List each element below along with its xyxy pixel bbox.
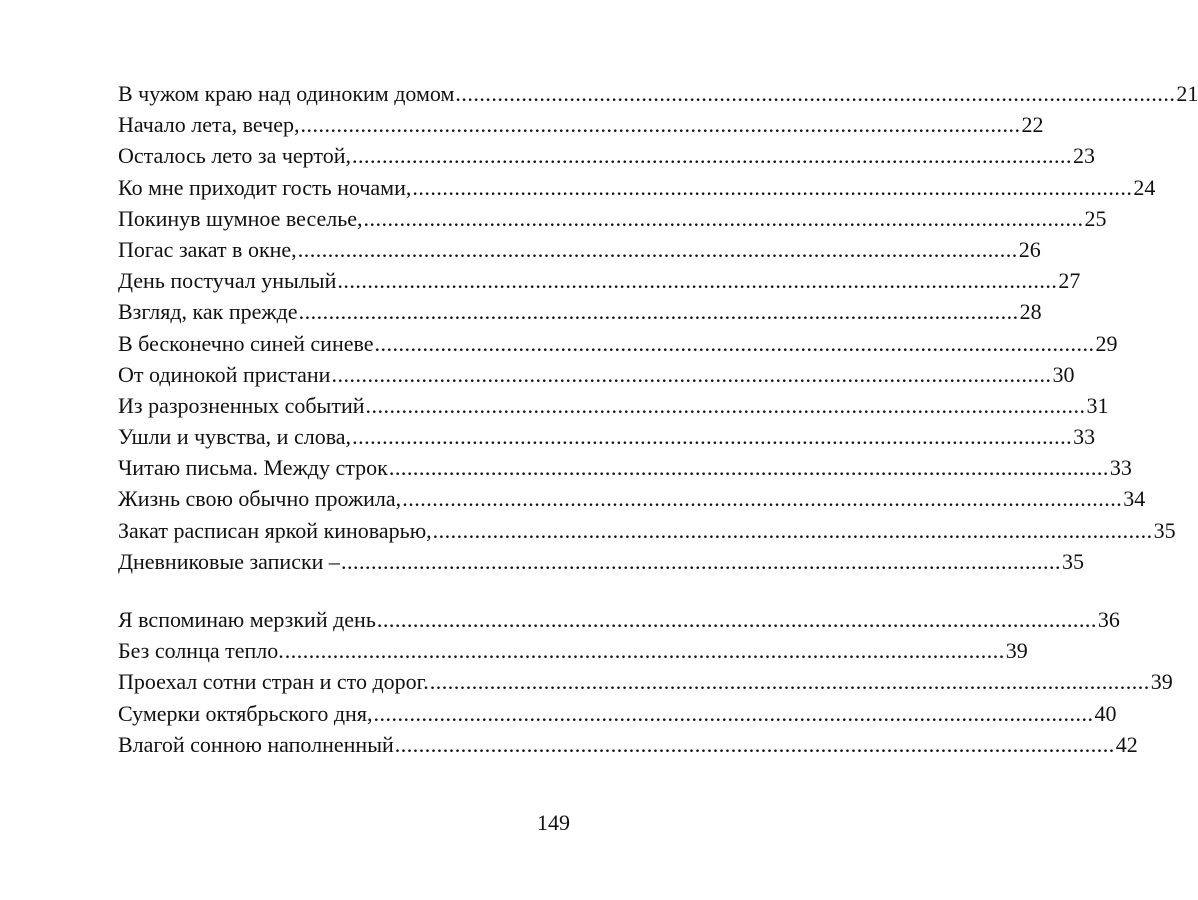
toc-entry-page: 36 bbox=[1097, 607, 1120, 632]
toc-entry-title: Покинув шумное веселье, bbox=[118, 205, 363, 231]
toc-entry-title: Сумерки октябрьского дня, bbox=[118, 700, 373, 726]
dot-leader: ........................................................................................................................ bbox=[331, 361, 1052, 387]
dot-leader: ........................................................................................................................ bbox=[373, 700, 1094, 726]
toc-entry-title: Осталось лето за чертой, bbox=[118, 143, 351, 169]
dot-leader: ........................................................................................................................ bbox=[432, 517, 1153, 543]
toc-entry bbox=[118, 666, 1173, 697]
toc-entry-title: Читаю письма. Между строк bbox=[118, 455, 388, 481]
toc-entry-title: Без солнца тепло. bbox=[118, 638, 284, 664]
dot-leader: ........................................................................................................................ bbox=[376, 607, 1097, 632]
dot-leader: ........................................................................................................................ bbox=[351, 143, 1072, 169]
toc-entry bbox=[118, 172, 1156, 203]
toc-entry-title: Жизнь свою обычно прожила, bbox=[118, 486, 402, 512]
dot-leader: ........................................................................................................................ bbox=[402, 486, 1123, 512]
toc-entry-title: В бесконечно синей синеве bbox=[118, 330, 374, 356]
toc-entry-page: 29 bbox=[1095, 330, 1118, 356]
toc-entry-title: От одинокой пристани bbox=[118, 361, 331, 387]
toc-entry-page: 22 bbox=[1021, 112, 1044, 138]
toc-entry-page: 39 bbox=[1150, 669, 1173, 695]
toc-entry-title: Ушли и чувства, и слова, bbox=[118, 424, 352, 450]
toc-entry-title: Проехал сотни стран и сто дорог. bbox=[118, 669, 429, 695]
toc-entry bbox=[118, 109, 1044, 140]
toc-entry bbox=[118, 421, 1096, 452]
toc-entry-page: 24 bbox=[1133, 174, 1156, 200]
toc-entry bbox=[118, 483, 1146, 514]
table-of-contents bbox=[118, 78, 1198, 760]
dot-leader: ........................................................................................................................ bbox=[337, 268, 1058, 294]
toc-entry-page: 35 bbox=[1153, 517, 1176, 543]
toc-entry bbox=[118, 328, 1118, 359]
toc-entry-page: 34 bbox=[1123, 486, 1146, 512]
toc-entry bbox=[118, 203, 1107, 234]
toc-entry-page: 30 bbox=[1052, 361, 1075, 387]
dot-leader: ........................................................................................................................ bbox=[412, 174, 1133, 200]
toc-entry-page: 28 bbox=[1019, 299, 1042, 325]
page-number: 149 bbox=[537, 810, 570, 835]
dot-leader: ........................................................................................................................ bbox=[340, 548, 1061, 574]
toc-group-1 bbox=[118, 78, 1198, 577]
toc-entry bbox=[118, 635, 1028, 666]
toc-entry-page: 42 bbox=[1115, 731, 1138, 757]
toc-entry-title: В чужом краю над одиноким домом bbox=[118, 81, 455, 106]
toc-entry-title: Ко мне приходит гость ночами, bbox=[118, 174, 412, 200]
toc-entry-title: Взгляд, как прежде bbox=[118, 299, 298, 325]
toc-entry-title: Я вспоминаю мерзкий день bbox=[118, 607, 376, 632]
dot-leader: ........................................................................................................................ bbox=[352, 424, 1073, 450]
dot-leader: ........................................................................................................................ bbox=[363, 205, 1084, 231]
toc-entry bbox=[118, 78, 1198, 109]
dot-leader: ........................................................................................................................ bbox=[300, 112, 1021, 138]
dot-leader: ........................................................................................................................ bbox=[297, 236, 1018, 262]
toc-entry-page: 33 bbox=[1109, 455, 1132, 481]
dot-leader: ........................................................................................................................ bbox=[394, 731, 1115, 757]
toc-entry-page: 26 bbox=[1018, 236, 1041, 262]
toc-entry bbox=[118, 234, 1041, 265]
toc-entry bbox=[118, 359, 1075, 390]
toc-entry-page: 21 bbox=[1176, 81, 1198, 106]
dot-leader: ........................................................................................................................ bbox=[388, 455, 1109, 481]
toc-entry-page: 27 bbox=[1058, 268, 1081, 294]
toc-entry bbox=[118, 546, 1084, 577]
dot-leader: ........................................................................................................................ bbox=[365, 392, 1086, 418]
dot-leader: ........................................................................................................................ bbox=[298, 299, 1019, 325]
dot-leader: ........................................................................................................................ bbox=[374, 330, 1095, 356]
toc-entry-title: Влагой сонною наполненный bbox=[118, 731, 394, 757]
toc-entry-title: Из разрозненных событий bbox=[118, 392, 365, 418]
toc-entry-title: Дневниковые записки – bbox=[118, 548, 340, 574]
toc-entry-title: Погас закат в окне, bbox=[118, 236, 297, 262]
toc-entry bbox=[118, 296, 1042, 327]
toc-entry-title: День постучал унылый bbox=[118, 268, 337, 294]
toc-entry-page: 23 bbox=[1072, 143, 1095, 169]
toc-entry bbox=[118, 604, 1120, 635]
toc-entry bbox=[118, 140, 1095, 171]
toc-entry bbox=[118, 390, 1109, 421]
dot-leader: ........................................................................................................................ bbox=[455, 81, 1176, 106]
toc-entry-page: 33 bbox=[1073, 424, 1096, 450]
toc-entry-title: Начало лета, вечер, bbox=[118, 112, 300, 138]
toc-entry-page: 25 bbox=[1084, 205, 1107, 231]
dot-leader: ........................................................................................................................ bbox=[284, 638, 1005, 664]
toc-entry bbox=[118, 452, 1132, 483]
toc-entry bbox=[118, 265, 1081, 296]
toc-entry-page: 31 bbox=[1086, 392, 1109, 418]
toc-entry-page: 39 bbox=[1005, 638, 1028, 664]
toc-entry-page: 40 bbox=[1094, 700, 1117, 726]
dot-leader: ........................................................................................................................ bbox=[429, 669, 1150, 695]
toc-entry-page: 35 bbox=[1061, 548, 1084, 574]
toc-entry-title: Закат расписан яркой киноварью, bbox=[118, 517, 432, 543]
toc-entry bbox=[118, 698, 1117, 729]
toc-entry bbox=[118, 729, 1138, 760]
toc-entry bbox=[118, 515, 1176, 546]
toc-group-2 bbox=[118, 604, 1173, 760]
